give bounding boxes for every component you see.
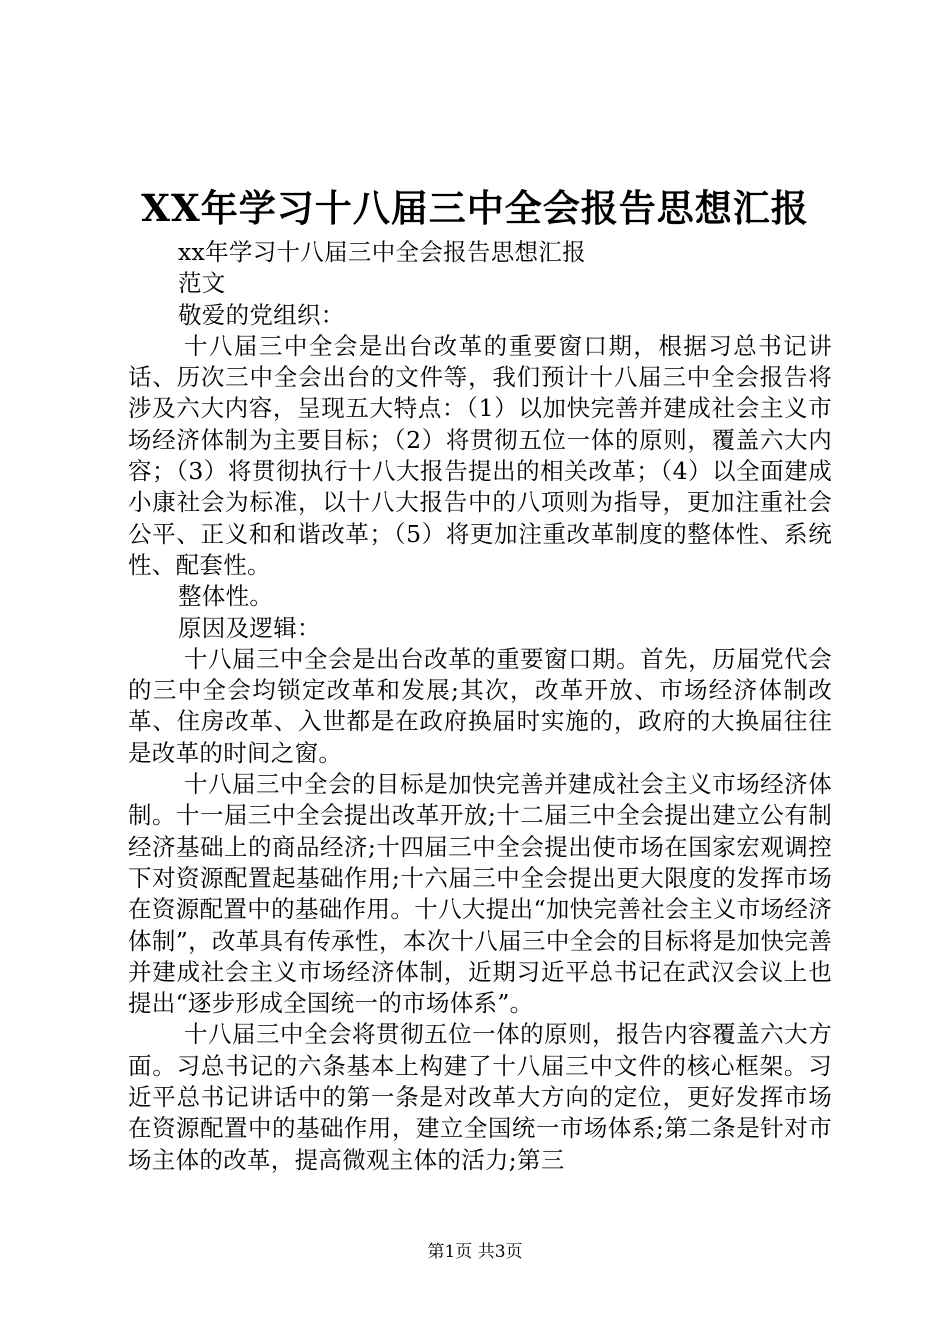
document-title: XX年学习十八届三中全会报告思想汇报 (141, 186, 809, 230)
subtitle-line: xx年学习十八届三中全会报告思想汇报 (178, 238, 586, 266)
subtitle-line: 范文 (178, 269, 226, 298)
page-footer: 第1页 共3页 (427, 1242, 523, 1262)
body-paragraph: 原因及逻辑： (178, 613, 321, 642)
body-paragraph: 十八届三中全会是出台改革的重要窗口期。首先，历届党代会的三中全会均锁定改革和发展;其次，改革开放、市场经济体制改革、住房改革、入世都是在政府换届时实施的，政府的大换届往往是改革的时间之窗。 (128, 644, 832, 767)
document-body (128, 237, 832, 1176)
body-paragraph: 十八届三中全会的目标是加快完善并建成社会主义市场经济体制。十一届三中全会提出改革开放;十二届三中全会提出建立公有制经济基础上的商品经济;十四届三中全会提出使市场在国家宏观调控下对资源配置起基础作用;十六届三中全会提出更大限度的发挥市场在资源配置中的基础作用。十八大提出“加快完善社会主义市场经济体制”，改革具有传承性，本次十八届三中全会的目标将是加快完善并建成社会主义市场经济体制，近期习近平总书记在武汉会议上也提出“逐步形成全国统一的市场体系”。 (128, 770, 832, 1018)
body-paragraph: 十八届三中全会是出台改革的重要窗口期，根据习总书记讲话、历次三中全会出台的文件等，我们预计十八届三中全会报告将涉及六大内容，呈现五大特点：（1）以加快完善并建成社会主义市场经济体制为主要目标；（2）将贯彻五位一体的原则，覆盖六大内容；（3）将贯彻执行十八大报告提出的相关改革；（4）以全面建成小康社会为标准，以十八大报告中的八项则为指导，更加注重社会公平、正义和和谐改革；（5）将更加注重改革制度的整体性、系统性、配套性。 (128, 331, 832, 579)
body-paragraph: 整体性。 (178, 582, 274, 611)
body-paragraph: 十八届三中全会将贯彻五位一体的原则，报告内容覆盖六大方面。习总书记的六条基本上构建了十八届三中文件的核心框架。习近平总书记讲话中的第一条是对改革大方向的定位，更好发挥市场在资源配置中的基础作用，建立全国统一市场体系;第二条是针对市场主体的改革，提高微观主体的活力;第三 (128, 1020, 832, 1174)
salutation: 敬爱的党组织： (178, 300, 345, 329)
